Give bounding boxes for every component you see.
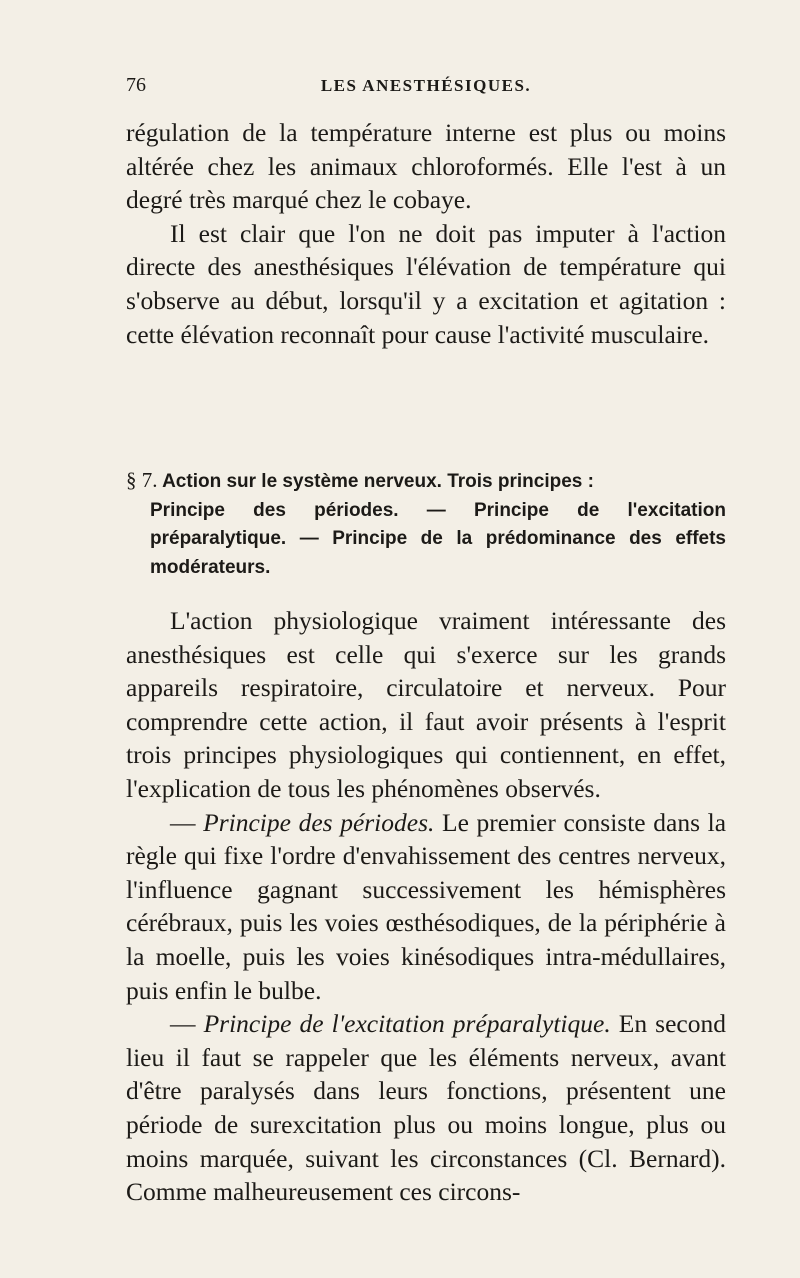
running-title: LES ANESTHÉSIQUES. [320, 76, 532, 95]
principle-periods-text: Le premier consiste dans la règle qui fixe l'ordre d'envahissement des centres nerveux, l'influence gagnant successivement les hémisphères cérébraux, puis les voies œsthésodiques, de la périphérie à la moelle, puis les voies kinésodiques intra-médullaires, puis enfin le bulbe. [126, 807, 727, 1005]
principle-excitation-title: Principe de l'excitation préparalytique. [203, 1009, 611, 1039]
principle-periods-title: Principe des périodes. [203, 807, 435, 837]
section-heading [126, 466, 726, 582]
paragraph-intro: L'action physiologique vraiment intéressante des anesthésiques est celle qui s'exerce sur les grands appareils respiratoire, circulatoire et nerveux. Pour comprendre cette action, il faut avoir présents à l'esprit trois principes physiologiques qui contiennent, en effet, l'explication de tous les phénomènes observés. [126, 606, 726, 803]
principle-excitation-text: En second lieu il faut se rappeler que les éléments nerveux, avant d'être paralysés dans leurs fonctions, présentent une période de surexcitation plus ou moins longue, plus ou moins marquée, suivant les circonstances (Cl. Bernard). Comme malheureusement ces circons- [126, 1009, 726, 1207]
dash: — [170, 1009, 196, 1039]
section-title: Action sur le système nerveux. Trois principes : [162, 471, 594, 492]
section-subtitles: Principe des périodes. — Principe de l'excitation préparalytique. — Principe de la prédominance des effets modérateurs. [150, 499, 726, 578]
paragraph-principle-periods [126, 806, 726, 1008]
page-number: 76 [126, 74, 146, 96]
dash: — [170, 807, 196, 837]
running-head [126, 74, 726, 100]
bottom-text-block [126, 604, 726, 1209]
top-text-block [126, 116, 726, 351]
paragraph-continued: régulation de la température interne est plus ou moins altérée chez les animaux chloroformés. Elle l'est à un degré très marqué chez le cobaye. [126, 118, 726, 215]
section-mark: § 7. [126, 468, 158, 492]
paragraph-temperature: Il est clair que l'on ne doit pas imputer à l'action directe des anesthésiques l'élévation de température qui s'observe au début, lorsqu'il y a excitation et agitation : cette élévation reconnaît pour cause l'activité musculaire. [126, 218, 726, 349]
section-heading-line1 [126, 466, 726, 497]
paragraph-principle-excitation [126, 1007, 726, 1209]
